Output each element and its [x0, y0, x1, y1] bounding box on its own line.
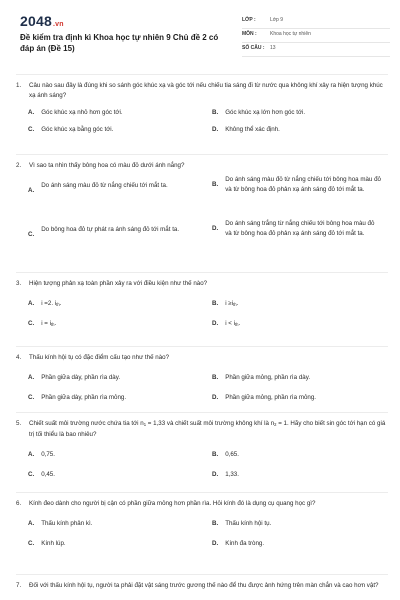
meta-key: MÔN : [242, 31, 257, 37]
option-c[interactable] [28, 319, 56, 330]
meta-value: 13 [270, 45, 276, 51]
options [16, 515, 388, 555]
option-text: Phần giữa dày, phần rìa mỏng. [41, 394, 127, 401]
option-b[interactable] [212, 519, 271, 529]
question-text [16, 353, 388, 363]
page-header [16, 10, 386, 64]
option-c[interactable] [28, 470, 55, 480]
option-label: A. [28, 520, 35, 527]
option-text: Phần giữa dày, phần rìa dày. [41, 374, 121, 381]
option-a[interactable] [28, 373, 120, 383]
question-number: 1. [16, 82, 22, 89]
options [16, 369, 388, 409]
option-label: A. [28, 374, 35, 381]
option-formula-end: . [54, 320, 57, 327]
question-4 [16, 346, 388, 409]
option-b[interactable] [212, 299, 238, 310]
option-formula: i = i [41, 320, 51, 327]
option-text: Góc khúc xạ lớn hơn góc tới. [225, 109, 306, 116]
option-text: Do ánh sáng màu đỏ từ nắng chiếu tới mắt ta. [41, 182, 168, 189]
question-6 [16, 492, 388, 555]
option-c[interactable] [28, 539, 66, 549]
option-text: Do ánh sáng màu đỏ từ nắng chiếu tới bông hoa màu đỏ và từ bông hoa đỏ phản xạ ánh sáng đỏ tới mắt ta. [225, 176, 381, 193]
option-label: C. [28, 471, 35, 478]
meta-value: Khoa học tự nhiên [270, 31, 311, 37]
options [16, 107, 388, 137]
question-text [16, 581, 388, 591]
option-label: A. [28, 109, 35, 116]
subscript: 2 [274, 422, 277, 427]
option-b[interactable] [212, 175, 382, 195]
option-text: Góc khúc xạ bằng góc tới. [41, 126, 114, 133]
option-label: D. [212, 126, 219, 133]
option-label: D. [212, 394, 219, 401]
option-b[interactable] [212, 373, 310, 383]
option-text: Thấu kính phân kì. [41, 520, 93, 527]
option-label: B. [212, 109, 219, 116]
question-number: 3. [16, 280, 22, 287]
question-5 [16, 412, 388, 486]
option-subscript: th [51, 322, 55, 327]
site-logo[interactable] [20, 13, 64, 29]
option-c[interactable] [28, 225, 198, 240]
question-text [16, 419, 388, 440]
option-label: C. [28, 540, 35, 547]
option-label: A. [28, 300, 35, 307]
option-label: B. [212, 520, 219, 527]
option-label: C. [28, 231, 35, 238]
question-text [16, 161, 388, 171]
option-label: C. [28, 394, 35, 401]
question-3 [16, 272, 388, 335]
page-title: Đề kiểm tra định kì Khoa học tự nhiên 9 Chủ đề 2 có đáp án (Đề 15) [20, 33, 219, 53]
option-a[interactable] [28, 450, 55, 460]
question-prompt: Hiện tượng phản xạ toàn phần xảy ra với điều kiện như thế nào? [29, 280, 208, 287]
question-prompt-part: Chiết suất môi trường nước chứa tia tới n [29, 420, 144, 427]
option-b[interactable] [212, 108, 305, 118]
option-d[interactable] [212, 319, 240, 330]
option-text: 0,75. [41, 451, 55, 458]
option-a[interactable] [28, 299, 61, 310]
options [16, 295, 388, 335]
meta-value: Lớp 9 [270, 17, 284, 23]
option-text: Thấu kính hội tụ. [225, 520, 272, 527]
option-label: D. [212, 471, 219, 478]
question-prompt-part: = 1. Hãy cho biết sin góc tới hạn có giá trị tối thiểu là bao nhiêu? [29, 420, 386, 438]
option-text: 0,45. [41, 471, 55, 478]
meta-row-subject [242, 29, 390, 43]
option-label: B. [212, 451, 219, 458]
option-label: D. [212, 540, 219, 547]
option-formula-end: . [238, 320, 241, 327]
question-2 [16, 154, 388, 259]
meta-key: LỚP : [242, 17, 256, 23]
option-text: Do bông hoa đỏ tự phát ra ánh sáng đỏ tới mắt ta. [41, 226, 180, 233]
question-number: 5. [16, 420, 22, 427]
option-text: Do ánh sáng trắng từ nắng chiếu tới bông hoa màu đỏ và từ bông hoa đỏ phản xạ ánh sáng đỏ tới mắt ta. [225, 220, 375, 237]
option-a[interactable] [28, 181, 198, 196]
option-d[interactable] [212, 393, 316, 403]
option-d[interactable] [212, 470, 239, 480]
option-label: C. [28, 320, 35, 327]
option-text: 1,33. [225, 471, 239, 478]
option-label: C. [28, 126, 35, 133]
question-7 [16, 574, 388, 591]
logo-domain: .vn [52, 21, 64, 28]
options [16, 446, 388, 486]
option-d[interactable] [212, 219, 382, 239]
subscript: 1 [143, 422, 147, 427]
option-text: Phần giữa mỏng, phần rìa dày. [225, 374, 311, 381]
question-prompt: Thấu kính hội tụ có đặc điểm cấu tạo như thế nào? [29, 354, 170, 361]
option-text: Kính lúp. [41, 540, 66, 547]
question-text [16, 279, 388, 289]
option-c[interactable] [28, 125, 113, 135]
option-label: B. [212, 300, 219, 307]
option-text: 0,65. [225, 451, 239, 458]
question-prompt-part: = 1,33 và chiết suất môi trường không khí là n [146, 420, 275, 427]
option-formula: i < i [225, 320, 235, 327]
option-label: D. [212, 225, 219, 232]
option-a[interactable] [28, 108, 123, 118]
option-text: Kính đa tròng. [225, 540, 265, 547]
option-label: D. [212, 320, 219, 327]
option-formula-end: . [59, 300, 62, 307]
question-number: 7. [16, 582, 22, 589]
option-b[interactable] [212, 450, 239, 460]
option-formula: i =2. i [41, 300, 57, 307]
question-prompt: Câu nào sau đây là đúng khi so sánh góc khúc xạ và góc tới nếu chiếu tia sáng đi từ nước qua không khí xảy ra hiện tượng khúc xạ ánh sáng? [29, 82, 383, 99]
option-formula-end: . [236, 300, 239, 307]
meta-row-class [242, 15, 390, 29]
question-prompt: Đối với thấu kính hội tụ, người ta phải đặt vật sáng trước gương thế nào để thu được ảnh hứng trên màn chắn và cao hơn vật? [29, 582, 379, 589]
question-text [16, 81, 388, 101]
option-a[interactable] [28, 519, 92, 529]
option-text: Không thể xác định. [225, 126, 280, 133]
option-label: A. [28, 187, 35, 194]
option-c[interactable] [28, 393, 126, 403]
question-number: 4. [16, 354, 22, 361]
option-formula: i ≥i [225, 300, 234, 307]
option-subscript: th [233, 302, 237, 307]
question-number: 2. [16, 162, 22, 169]
option-d[interactable] [212, 125, 280, 135]
question-1 [16, 74, 388, 137]
meta-key: SỐ CÂU : [242, 45, 265, 51]
question-prompt: Vì sao ta nhìn thấy bông hoa có màu đỏ dưới ánh nắng? [29, 162, 185, 169]
question-number: 6. [16, 500, 22, 507]
logo-text: 2048 [20, 13, 52, 29]
question-prompt: Kính đeo dành cho người bị cận có phần giữa mỏng hơn phần rìa. Hỏi kính đó là dụng cụ quang học gì? [29, 500, 316, 507]
option-subscript: th [56, 302, 60, 307]
option-label: B. [212, 181, 219, 188]
meta-table [242, 15, 390, 57]
meta-row-count [242, 43, 390, 57]
options [16, 177, 388, 259]
option-subscript: th [235, 322, 239, 327]
option-text: Phần giữa mỏng, phần rìa mỏng. [225, 394, 317, 401]
option-d[interactable] [212, 539, 264, 549]
option-label: A. [28, 451, 35, 458]
option-text: Góc khúc xạ nhỏ hơn góc tới. [41, 109, 123, 116]
question-text [16, 499, 388, 509]
option-label: B. [212, 374, 219, 381]
